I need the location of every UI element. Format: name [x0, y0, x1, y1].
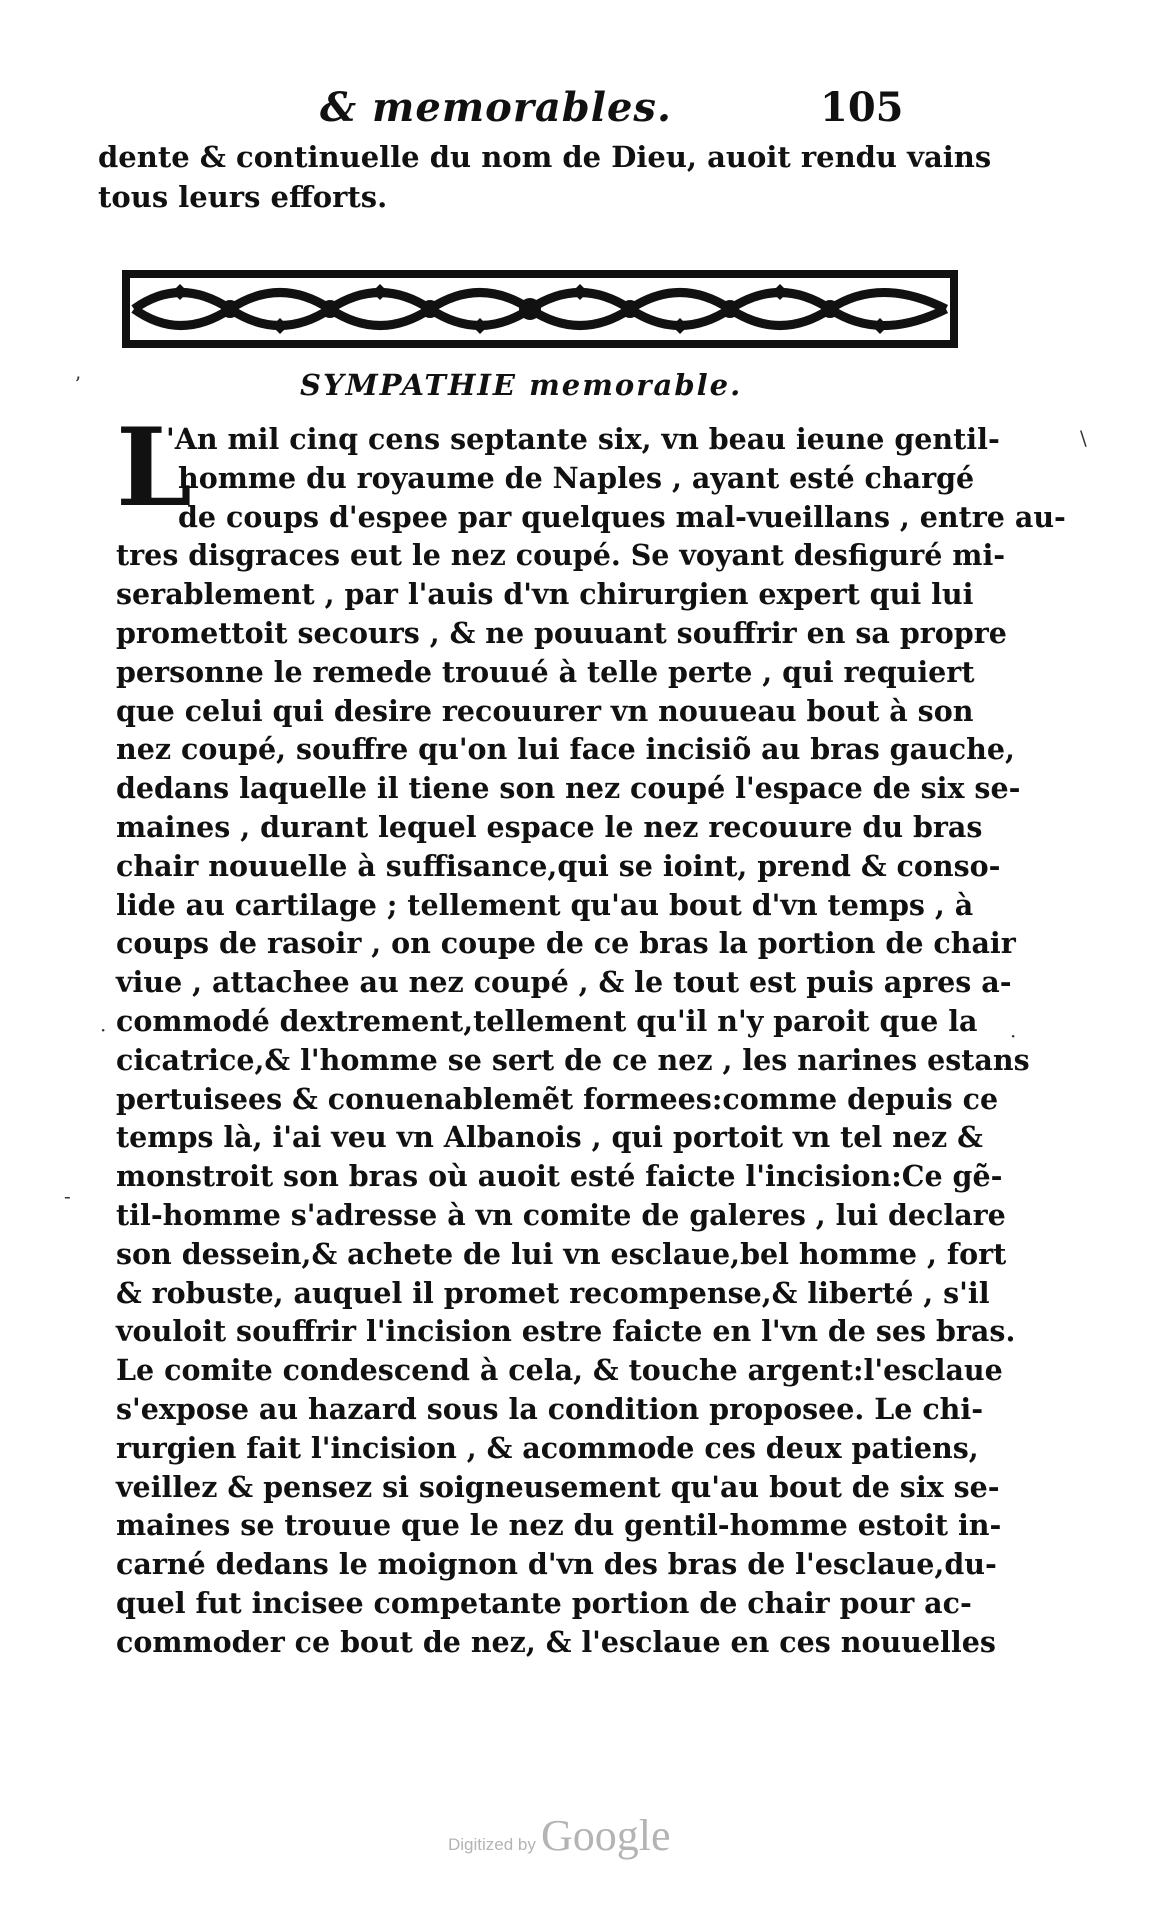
scan-speck: ʼ — [74, 372, 81, 396]
text-line: maines se trouue que le nez du gentil-homme estoit in- — [116, 1508, 1002, 1543]
text-line: de coups d'espee par quelques mal-vueillans , entre au- — [178, 499, 1066, 534]
text-line: carné dedans le moignon d'vn des bras de l'esclaue,du- — [116, 1547, 997, 1582]
watermark-prefix: Digitized by — [448, 1835, 536, 1854]
text-line: quel fut incisee competante portion de chair pour ac- — [116, 1585, 972, 1620]
text-line: s'expose au hazard sous la condition proposee. Le chi- — [116, 1391, 984, 1426]
text-line: coups de rasoir , on coupe de ce bras la portion de chair — [116, 926, 1016, 961]
running-title: & memorables. — [320, 84, 672, 131]
text-line: vouloit souffrir l'incision estre faicte en l'vn de ses bras. — [116, 1314, 1016, 1349]
text-line: viue , attachee au nez coupé , & le tout est puis apres a- — [116, 965, 1012, 1000]
scan-speck: - — [64, 1184, 71, 1208]
text-line: rurgien fait l'incision , & acommode ces deux patiens, — [116, 1430, 979, 1465]
text-line: lide au cartilage ; tellement qu'au bout d'vn temps , à — [116, 887, 974, 922]
scan-speck: · — [100, 1018, 107, 1042]
text-line: son dessein,& achete de lui vn esclaue,bel homme , fort — [116, 1236, 1007, 1271]
text-line: nez coupé, souffre qu'on lui face incisiõ au bras gauche, — [116, 732, 1015, 767]
text-line: cicatrice,& l'homme se sert de ce nez , les narines estans — [116, 1042, 1030, 1077]
text-line: commoder ce bout de nez, & l'esclaue en ces nouuelles — [116, 1624, 996, 1659]
continuation-line: dente & continuelle du nom de Dieu, auoit rendu vains — [98, 140, 992, 174]
continuation-line: tous leurs efforts. — [98, 180, 388, 214]
text-line: pertuisees & conuenablemẽt formees:comme depuis ce — [116, 1081, 999, 1116]
scan-speck: · — [1010, 1024, 1017, 1048]
text-line: til-homme s'adresse à vn comite de galeres , lui declare — [116, 1197, 1006, 1232]
text-line: & robuste, auquel il promet recompense,& liberté , s'il — [116, 1275, 990, 1310]
text-line: temps là, i'ai veu vn Albanois , qui portoit vn tel nez & — [116, 1120, 983, 1155]
text-line: promettoit secours , & ne pouuant souffrir en sa propre — [116, 615, 1007, 650]
text-line: homme du royaume de Naples , ayant esté chargé — [178, 460, 975, 495]
text-line: chair nouuelle à suffisance,qui se ioint, prend & conso- — [116, 848, 1001, 883]
google-logo: Google — [540, 1811, 671, 1860]
text-line: dedans laquelle il tiene son nez coupé l'espace de six se- — [116, 771, 1021, 806]
text-line: tres disgraces eut le nez coupé. Se voyant desfiguré mi- — [116, 538, 1006, 573]
page-number: 105 — [820, 84, 904, 131]
text-line: maines , durant lequel espace le nez recouure du bras — [116, 809, 983, 844]
text-line: commodé dextrement,tellement qu'il n'y paroit que la — [116, 1003, 978, 1038]
text-line: 'An mil cinq cens septante six, vn beau ieune gentil- — [166, 422, 1000, 456]
text-line: monstroit son bras où auoit esté faicte l'incision:Ce gẽ- — [116, 1159, 1003, 1194]
text-line: personne le remede trouué à telle perte , qui requiert — [116, 654, 975, 689]
digitized-by-google-watermark — [448, 1810, 671, 1861]
text-line: Le comite condescend à cela, & touche argent:l'esclaue — [116, 1353, 1003, 1388]
scan-speck: \ — [1080, 426, 1087, 450]
section-heading: SYMPATHIE memorable. — [300, 368, 743, 402]
decorative-ornament-band — [120, 268, 960, 350]
text-line: que celui qui desire recouurer vn nouueau bout à son — [116, 693, 974, 728]
text-line: serablement , par l'auis d'vn chirurgien expert qui lui — [116, 577, 974, 612]
drop-cap: L — [116, 405, 192, 531]
body-paragraph — [116, 420, 1066, 1662]
text-line: veillez & pensez si soigneusement qu'au bout de six se- — [116, 1469, 1000, 1504]
